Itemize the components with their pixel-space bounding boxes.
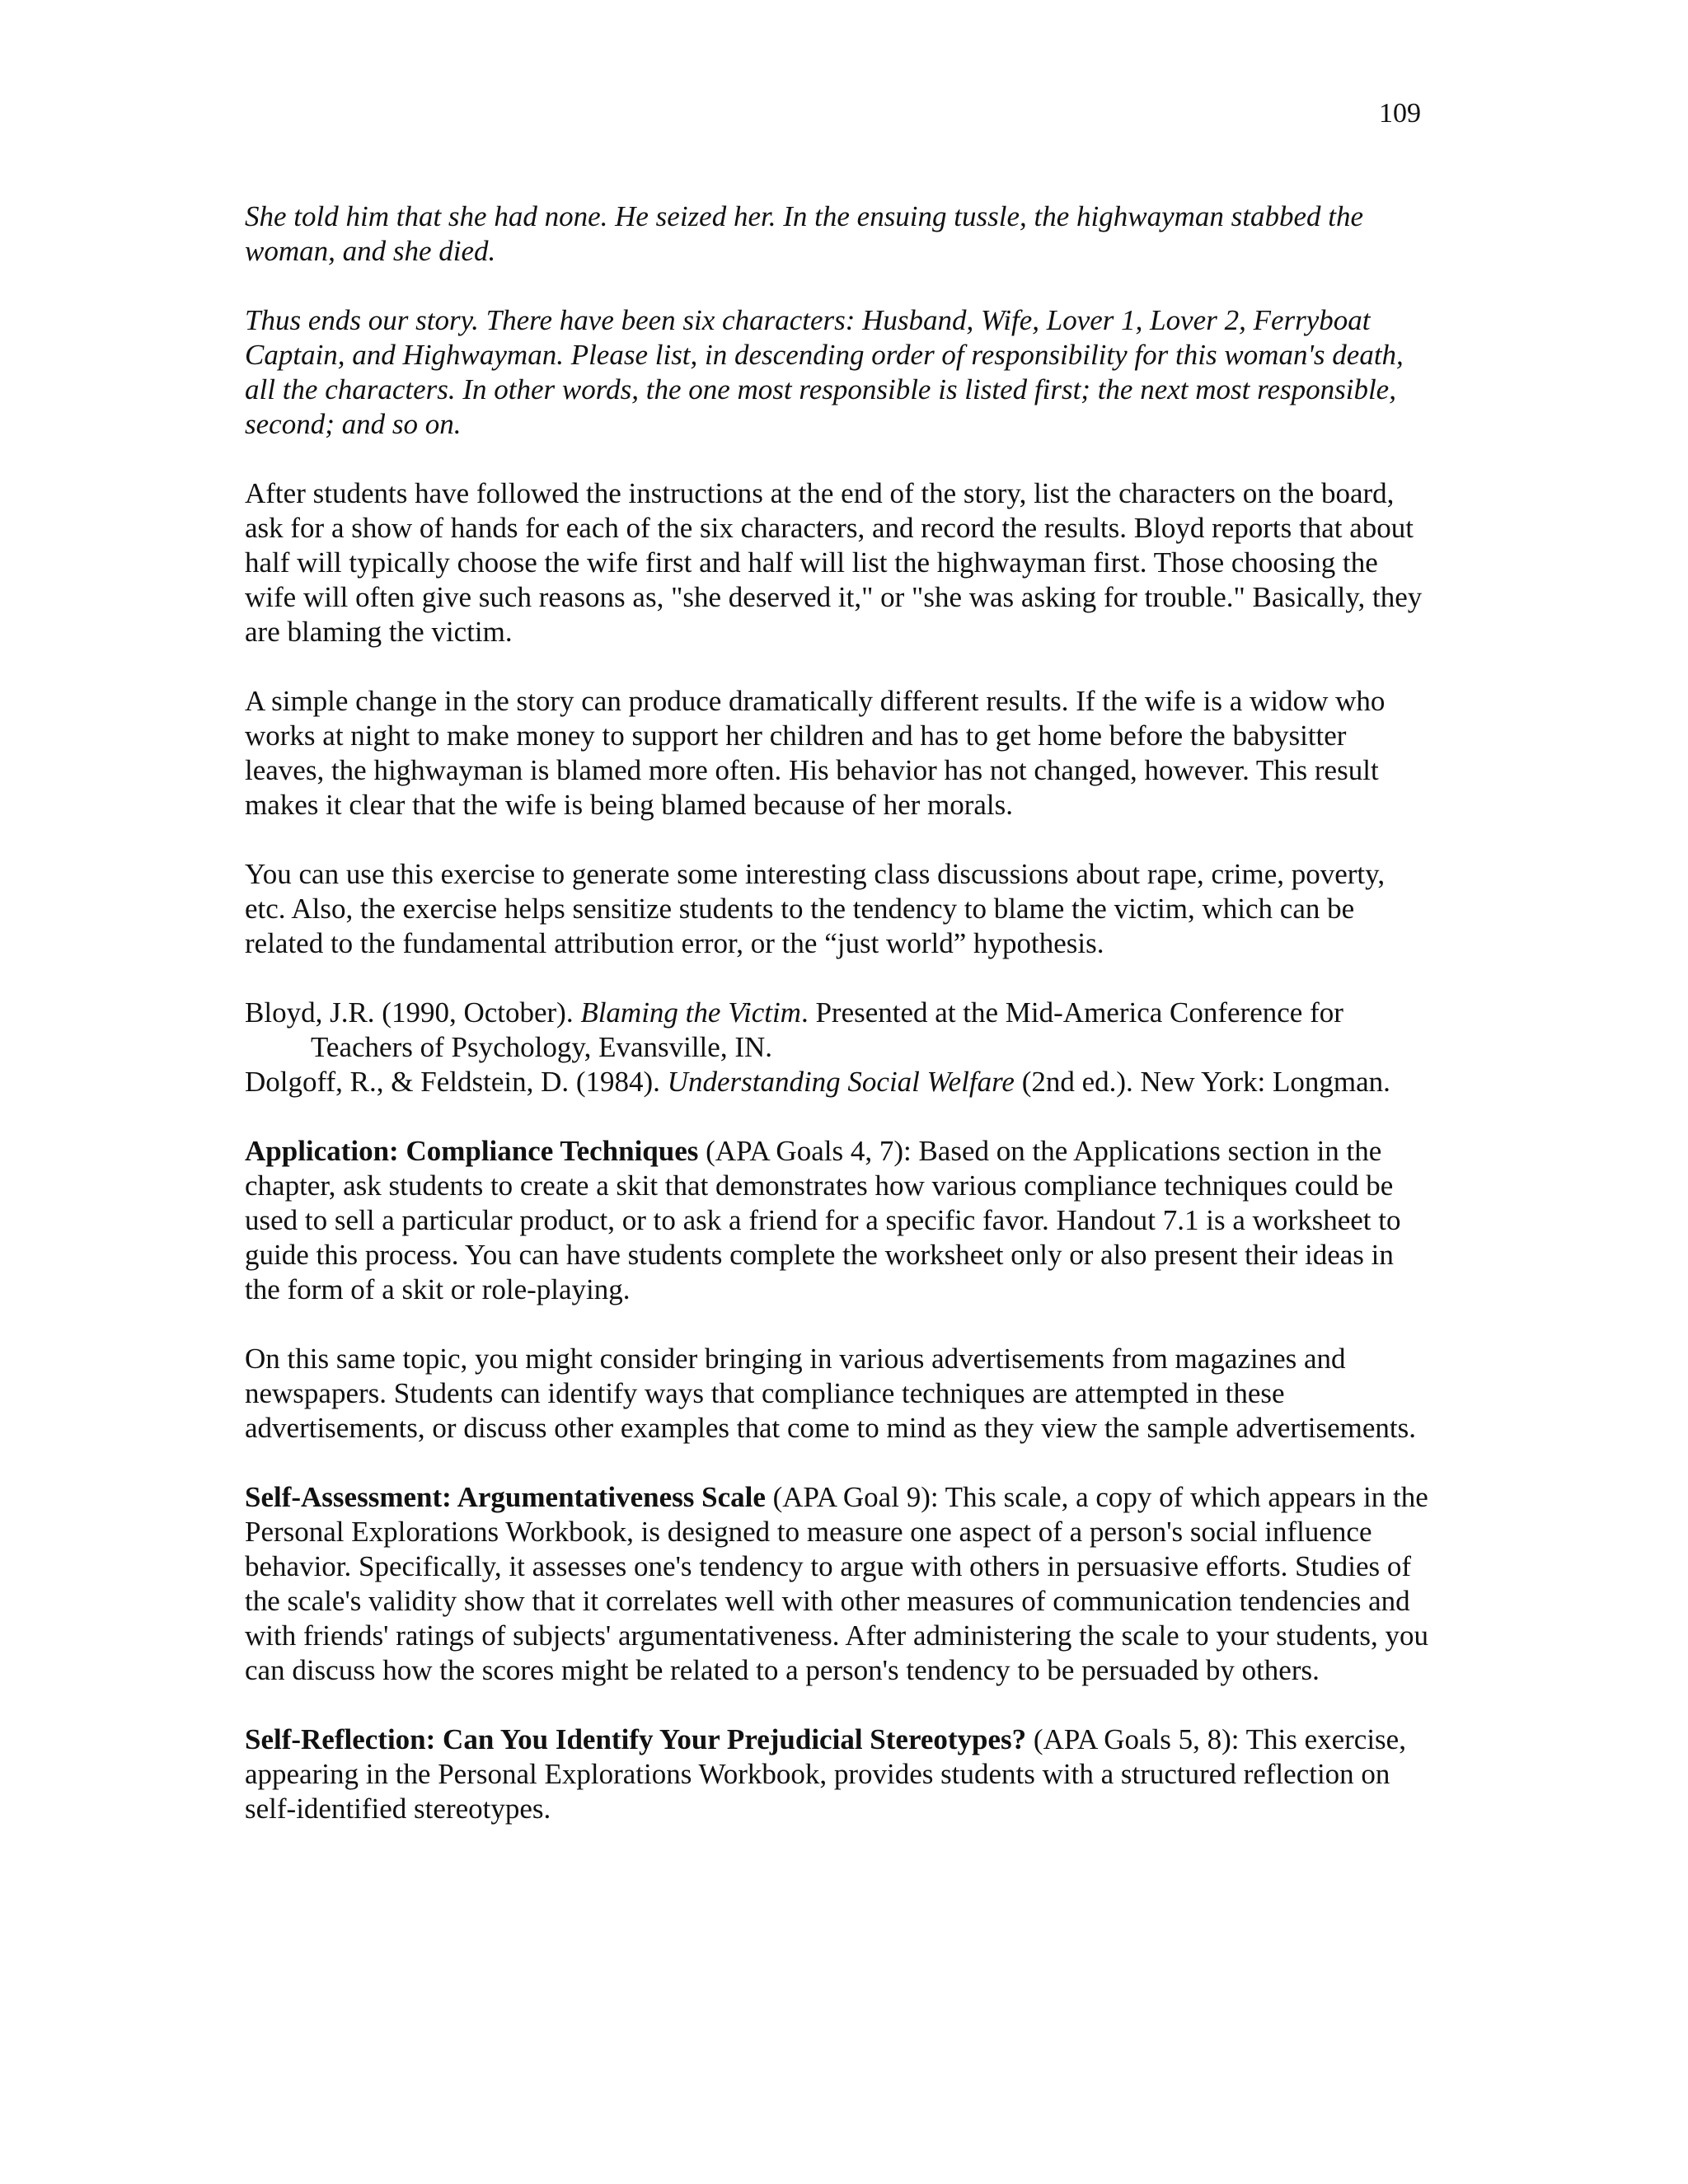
self-assessment-heading: Self-Assessment: Argumentativeness Scale bbox=[245, 1481, 766, 1513]
self-reflection-heading: Self-Reflection: Can You Identify Your Prejudicial Stereotypes? bbox=[245, 1723, 1027, 1755]
body-paragraph-3: You can use this exercise to generate some interesting class discussions about rape, crime, poverty, etc. Also, the exercise helps sensitize students to the tendency to blame the victim, which can be related to the fundamental attribution error, or the “just world” hypothesis. bbox=[245, 858, 1386, 959]
story-paragraph-2: Thus ends our story. There have been six characters: Husband, Wife, Lover 1, Lover 2, Ferryboat Captain, and Highwayman. Please list, in descending order of responsibility for this woman's death, all the characters. In other words, the one most responsible is listed first; the next most responsible, second; and so on. bbox=[245, 304, 1404, 440]
reference-tail: . Presented at the Mid-America Conference for Teachers of Psychology, Evansville, IN. bbox=[311, 996, 1343, 1063]
reference-title: Understanding Social Welfare bbox=[667, 1066, 1015, 1098]
page-content bbox=[245, 199, 1432, 1861]
reference-tail: (2nd ed.). New York: Longman. bbox=[1014, 1066, 1390, 1098]
body-paragraph-2: A simple change in the story can produce dramatically different results. If the wife is a widow who works at night to make money to support her children and has to get home before the babysitter leaves, the highwayman is blamed more often. His behavior has not changed, however. This result makes it clear that the wife is being blamed because of her morals. bbox=[245, 685, 1386, 821]
self-reflection-text: (APA Goals 5, 8): This exercise, appearing in the Personal Explorations Workbook, provides students with a structured reflection on self-identified stereotypes. bbox=[245, 1723, 1406, 1825]
application-heading: Application: Compliance Techniques bbox=[245, 1135, 699, 1167]
page-number: 109 bbox=[1379, 98, 1421, 129]
self-assessment-text: (APA Goal 9): This scale, a copy of which appears in the Personal Explorations Workbook, is designed to measure one aspect of a person's social influence behavior. Specifically, it assesses one's tendency to argue with others in persuasive efforts. Studies of the scale's validity show that it correlates well with other measures of communication tendencies and with friends' ratings of subjects' argumentativeness. After administering the scale to your students, you can discuss how the scores might be related to a person's tendency to be persuaded by others. bbox=[245, 1481, 1428, 1686]
reference-item-bloyd bbox=[245, 996, 1432, 1065]
reference-title: Blaming the Victim bbox=[580, 996, 801, 1029]
reference-lead: Dolgoff, R., & Feldstein, D. (1984). bbox=[245, 1066, 668, 1098]
reference-list bbox=[245, 996, 1432, 1099]
application-section bbox=[245, 1134, 1432, 1307]
application-followup: On this same topic, you might consider bringing in various advertisements from magazines and newspapers. Students can identify ways that compliance techniques are attempted in these advertisements, or discuss other examples that come to mind as they view the sample advertisements. bbox=[245, 1343, 1417, 1444]
story-paragraph-1: She told him that she had none. He seized her. In the ensuing tussle, the highwayman stabbed the woman, and she died. bbox=[245, 200, 1364, 267]
reference-lead: Bloyd, J.R. (1990, October). bbox=[245, 996, 581, 1029]
reference-item-dolgoff bbox=[245, 1065, 1432, 1099]
self-assessment-section bbox=[245, 1480, 1432, 1688]
body-paragraph-1: After students have followed the instructions at the end of the story, list the characters on the board, ask for a show of hands for each of the six characters, and record the results. Bloyd reports that about half will typically choose the wife first and half will list the highwayman first. Those choosing the wife will often give such reasons as, "she deserved it," or "she was asking for trouble." Basically, they are blaming the victim. bbox=[245, 477, 1423, 648]
application-text: (APA Goals 4, 7): Based on the Applications section in the chapter, ask students to create a skit that demonstrates how various compliance techniques could be used to sell a particular product, or to ask a friend for a specific favor. Handout 7.1 is a worksheet to guide this process. You can have students complete the worksheet only or also present their ideas in the form of a skit or role-playing. bbox=[245, 1135, 1401, 1305]
self-reflection-section bbox=[245, 1722, 1432, 1826]
